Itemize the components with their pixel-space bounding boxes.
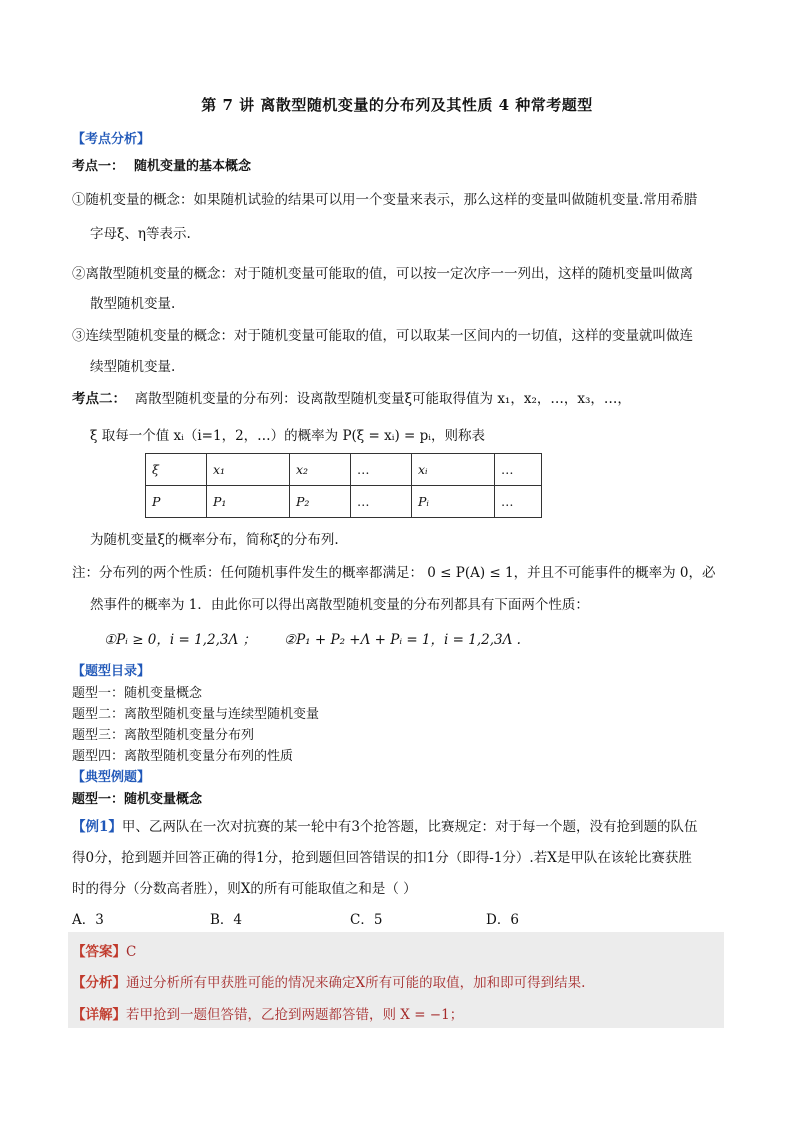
after-table-text: 为随机变量ξ的概率分布，简称ξ的分布列. [90, 532, 339, 548]
answer-value: C [126, 944, 137, 960]
point2-label: 考点二： [72, 391, 126, 407]
item2-line2: 散型随机变量. [90, 296, 176, 312]
item1-line1 [72, 188, 697, 208]
point1-label: 考点一： [72, 159, 125, 174]
property-1: ①Pᵢ ≥ 0，i = 1,2,3Λ ； [104, 632, 256, 648]
example1-line3: 时的得分（分数高者胜），则X的所有可能取值之和是（ ） [72, 881, 417, 897]
choice-a: A．3 [72, 912, 104, 928]
choice-c: C．5 [350, 912, 383, 928]
table-cell: ξ [146, 454, 207, 486]
example1-text-line1: 甲、乙两队在一次对抗赛的某一轮中有3个抢答题，比赛规定：对于每一个题，没有抢到题的队伍 [121, 819, 698, 835]
detail-line [72, 1003, 463, 1023]
table-cell: xᵢ [412, 454, 495, 486]
point1-text: 随机变量的基本概念 [134, 159, 252, 174]
table-cell: x₂ [290, 454, 351, 486]
item2-line1 [72, 262, 693, 282]
table-row [146, 454, 542, 486]
distribution-table [145, 453, 542, 518]
point2-line1 [72, 387, 631, 407]
table-cell: P [146, 486, 207, 518]
choice-d: D．6 [486, 912, 519, 928]
table-row [146, 486, 542, 518]
property-2: ②P₁ + P₂ +Λ + Pᵢ = 1，i = 1,2,3Λ . [284, 632, 521, 648]
item3-line2: 续型随机变量. [90, 359, 176, 375]
section-examples-heading: 【典型例题】 [72, 770, 151, 785]
point2-text-line1: 离散型随机变量的分布列：设离散型随机变量ξ可能取得值为 x₁，x₂，…，x₃，…， [134, 391, 631, 407]
item1-line2: 字母ξ、η等表示. [90, 226, 191, 242]
item2-text-line1: 离散型随机变量的概念：对于随机变量可能取的值，可以按一定次序一一列出，这样的随机变量叫做离 [85, 266, 693, 282]
table-cell: P₁ [207, 486, 290, 518]
example1-line1 [72, 815, 698, 835]
table-cell: P₂ [290, 486, 351, 518]
table-cell: x₁ [207, 454, 290, 486]
detail-tag: 【详解】 [72, 1007, 126, 1023]
item1-marker: ① [72, 192, 86, 208]
table-cell: … [495, 486, 542, 518]
note-line1: 注：分布列的两个性质：任何随机事件发生的概率都满足： 0 ≤ P(A) ≤ 1，并且不可能事件的概率为 0，必 [72, 565, 716, 581]
catalog-item: 题型四：离散型随机变量分布列的性质 [72, 749, 294, 764]
section-catalog-heading: 【题型目录】 [72, 664, 151, 679]
detail-text: 若甲抢到一题但答错，乙抢到两题都答错，则 X = −1； [126, 1007, 464, 1023]
answer-line [72, 940, 136, 960]
item1-text-line1: 随机变量的概念：如果随机试验的结果可以用一个变量来表示，那么这样的变量叫做随机变量.常用希腊 [85, 192, 698, 208]
item3-marker: ③ [72, 328, 86, 344]
section-analysis-heading: 【考点分析】 [72, 132, 151, 147]
type1-heading: 题型一：随机变量概念 [72, 792, 203, 807]
analysis-text: 通过分析所有甲获胜可能的情况来确定X所有可能的取值，加和即可得到结果. [126, 975, 586, 991]
analysis-tag: 【分析】 [72, 975, 126, 991]
example1-line2: 得0分，抢到题并回答正确的得1分，抢到题但回答错误的扣1分（即得-1分）.若X是甲队在该轮比赛获胜 [72, 850, 692, 866]
example1-tag: 【例1】 [72, 819, 122, 835]
item3-text-line1: 连续型随机变量的概念：对于随机变量可能取的值，可以取某一区间内的一切值，这样的变量就叫做连 [85, 328, 693, 344]
table-cell: … [351, 454, 412, 486]
catalog-item: 题型二：离散型随机变量与连续型随机变量 [72, 707, 320, 722]
item3-line1 [72, 324, 693, 344]
table-cell: … [351, 486, 412, 518]
point2-line2: ξ 取每一个值 xᵢ（i=1，2，…）的概率为 P(ξ = xᵢ) = pᵢ，则称表 [90, 428, 485, 444]
analysis-line [72, 971, 585, 991]
catalog-item: 题型一：随机变量概念 [72, 686, 203, 701]
answer-tag: 【答案】 [72, 944, 126, 960]
table-cell: Pᵢ [412, 486, 495, 518]
catalog-item: 题型三：离散型随机变量分布列 [72, 728, 255, 743]
choice-b: B．4 [210, 912, 243, 928]
item2-marker: ② [72, 266, 86, 282]
table-cell: … [495, 454, 542, 486]
page-title: 第 7 讲 离散型随机变量的分布列及其性质 4 种常考题型 [201, 96, 593, 114]
note-line2: 然事件的概率为 1．由此你可以得出离散型随机变量的分布列都具有下面两个性质： [90, 597, 589, 613]
